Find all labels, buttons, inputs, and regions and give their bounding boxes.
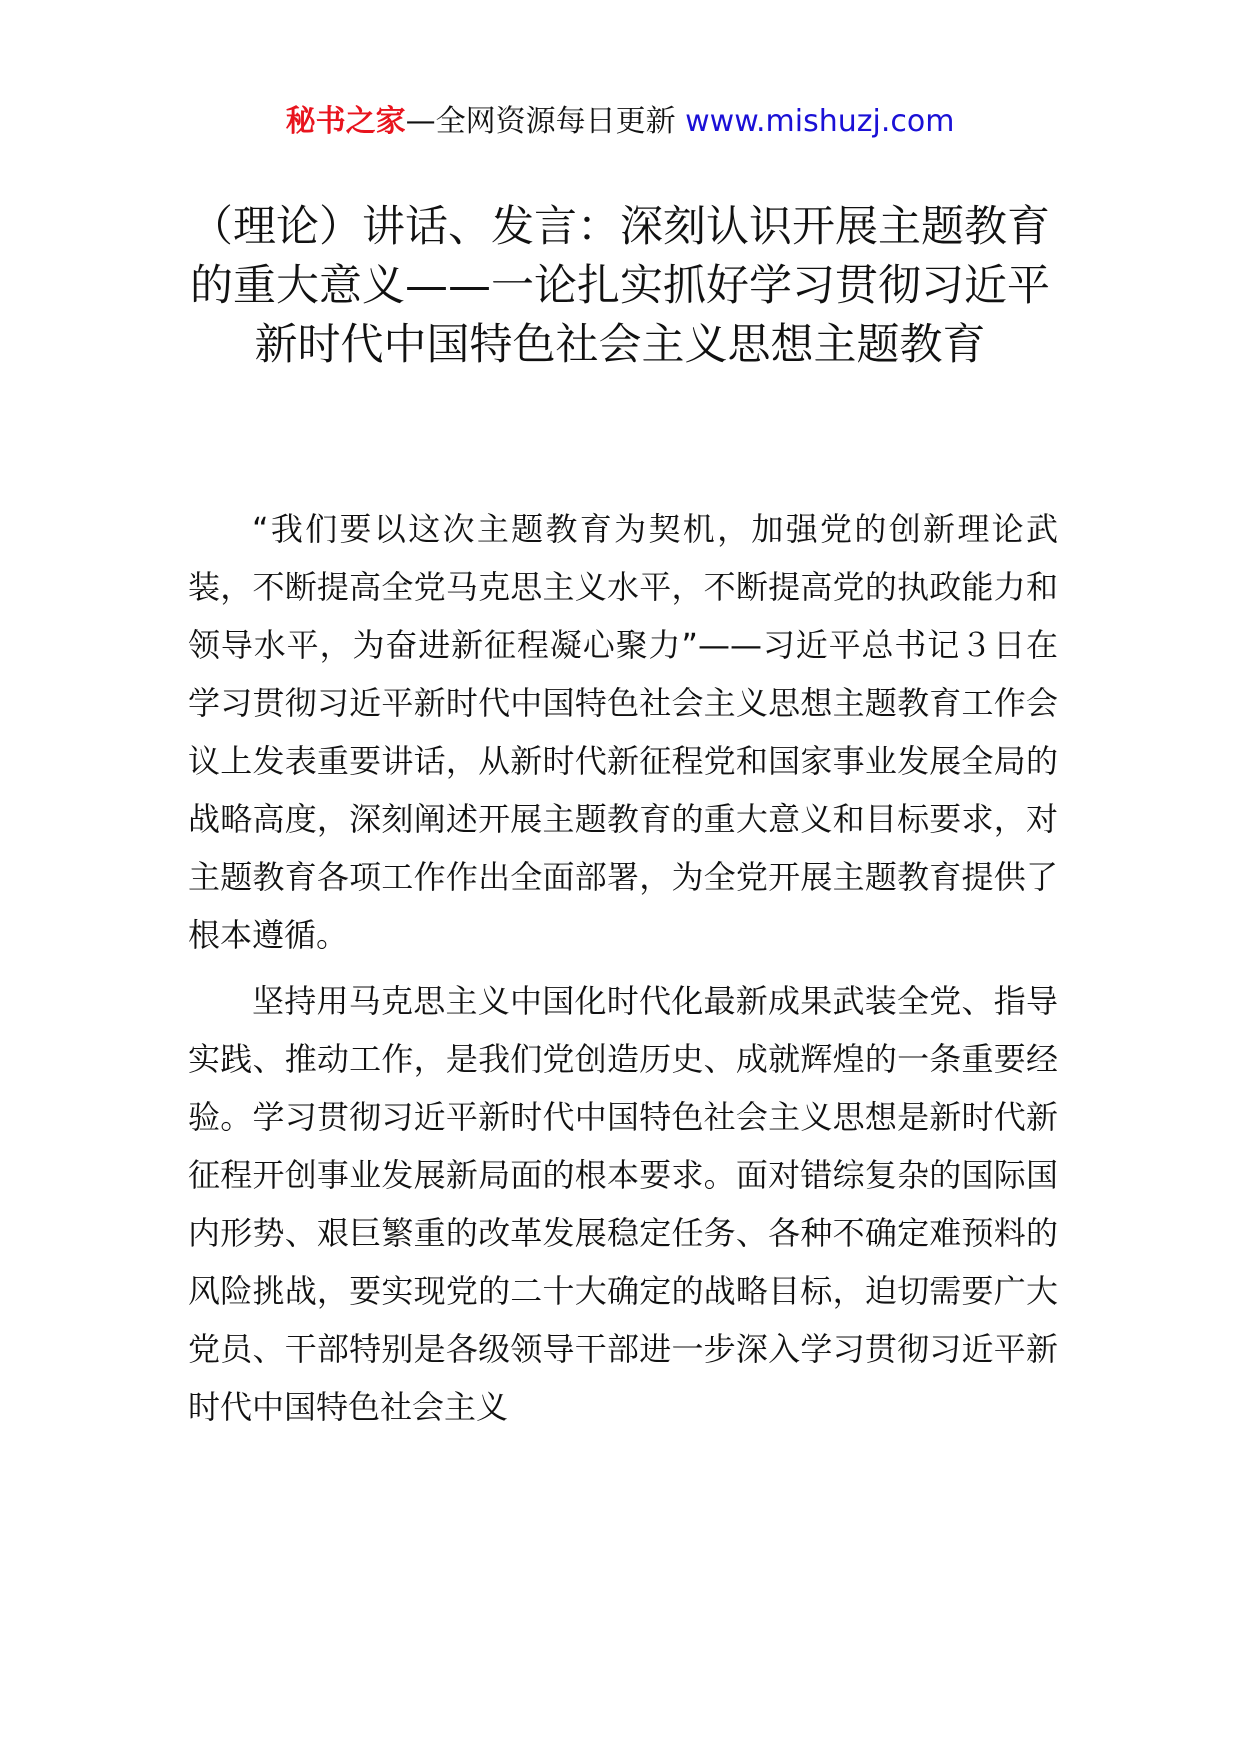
brand-name: 秘书之家: [285, 104, 406, 139]
document-title: （理论）讲话、发言：深刻认识开展主题教育的重大意义——一论扎实抓好学习贯彻习近平新时代中国特色社会主义思想主题教育: [190, 202, 1050, 370]
site-tagline: —全网资源每日更新: [405, 104, 686, 139]
site-header: [0, 100, 1240, 144]
paragraph: “我们要以这次主题教育为契机，加强党的创新理论武装，不断提高全党马克思主义水平，不断提高党的执政能力和领导水平，为奋进新征程凝心聚力”——习近平总书记３日在学习贯彻习近平新时代中国特色社会主义思想主题教育工作会议上发表重要讲话，从新时代新征程党和国家事业发展全局的战略高度，深刻阐述开展主题教育的重大意义和目标要求，对主题教育各项工作作出全面部署，为全党开展主题教育提供了根本遵循。: [188, 510, 1058, 954]
paragraph: 坚持用马克思主义中国化时代化最新成果武装全党、指导实践、推动工作，是我们党创造历史、成就辉煌的一条重要经验。学习贯彻习近平新时代中国特色社会主义思想是新时代新征程开创事业发展新局面的根本要求。面对错综复杂的国际国内形势、艰巨繁重的改革发展稳定任务、各种不确定难预料的风险挑战，要实现党的二十大确定的战略目标，迫切需要广大党员、干部特别是各级领导干部进一步深入学习贯彻习近平新时代中国特色社会主义: [188, 982, 1058, 1426]
document-body: [188, 500, 1058, 1444]
site-url: www.mishuzj.com: [685, 104, 955, 139]
